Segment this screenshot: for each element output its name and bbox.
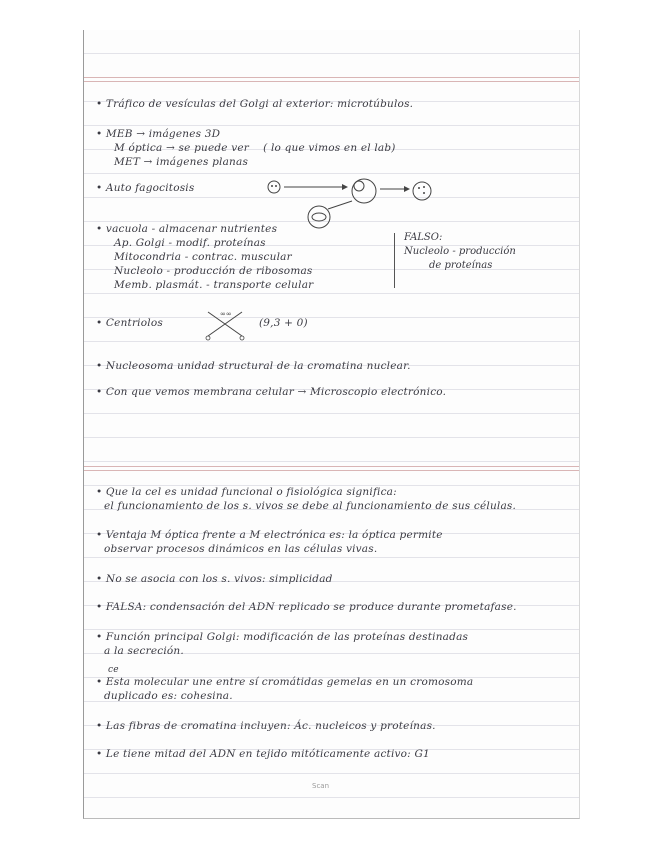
section-divider-top bbox=[84, 77, 579, 82]
note-line: • Esta molecular une entre sí cromátidas gemelas en un cromosoma bbox=[96, 676, 474, 688]
note-line: • Nucleosoma unidad structural de la cromatina nuclear. bbox=[96, 360, 411, 372]
section-divider-bottom bbox=[84, 466, 579, 471]
note-line: • vacuola - almacenar nutrientes bbox=[96, 223, 278, 235]
notebook-page bbox=[83, 30, 580, 819]
note-line: • Que la cel es unidad funcional o fisiológica significa: bbox=[96, 486, 397, 498]
note-line: Nucleolo - producción de ribosomas bbox=[114, 265, 313, 277]
note-line: Ap. Golgi - modif. proteínas bbox=[114, 237, 266, 249]
note-line: • Auto fagocitosis bbox=[96, 182, 195, 194]
note-line: duplicado es: cohesina. bbox=[104, 690, 233, 702]
side-note-line: de proteínas bbox=[429, 260, 493, 271]
note-line: observar procesos dinámicos en las células vivas. bbox=[104, 543, 378, 555]
side-note-line: Nucleolo - producción bbox=[404, 246, 516, 257]
note-line: • FALSA: condensación del ADN replicado se produce durante prometafase. bbox=[96, 601, 517, 613]
scan-mark: Scan bbox=[312, 782, 330, 790]
centriole-sketch bbox=[202, 308, 252, 342]
note-line: • Las fibras de cromatina incluyen: Ác. nucleicos y proteínas. bbox=[96, 720, 436, 732]
note-line: • Centriolos bbox=[96, 317, 163, 329]
note-line: • No se asocia con los s. vivos: simplicidad bbox=[96, 573, 333, 585]
note-line: Mitocondria - contrac. muscular bbox=[114, 251, 292, 263]
centriole-formula: (9,3 + 0) bbox=[259, 317, 308, 329]
side-note-title: FALSO: bbox=[404, 232, 443, 243]
note-line: • Con que vemos membrana celular → Microscopio electrónico. bbox=[96, 386, 447, 398]
note-line: • Ventaja M óptica frente a M electrónica es: la óptica permite bbox=[96, 529, 443, 541]
note-line: M óptica → se puede ver ( lo que vimos en el lab) bbox=[114, 142, 396, 154]
note-line: el funcionamiento de los s. vivos se debe al funcionamiento de sus células. bbox=[104, 500, 517, 512]
note-line: • Tráfico de vesículas del Golgi al exterior: microtúbulos. bbox=[96, 98, 414, 110]
note-line: MET → imágenes planas bbox=[114, 156, 249, 168]
note-line: a la secreción. bbox=[104, 645, 184, 657]
note-line: Memb. plasmát. - transporte celular bbox=[114, 279, 314, 291]
side-note-divider bbox=[394, 233, 395, 288]
note-line: • MEB → imágenes 3D bbox=[96, 128, 221, 140]
note-line: • Le tiene mitad del ADN en tejido mitóticamente activo: G1 bbox=[96, 748, 430, 760]
note-line: ce bbox=[108, 665, 119, 675]
autophagy-diagram bbox=[264, 175, 444, 235]
svg-text:∞∞: ∞∞ bbox=[220, 310, 232, 318]
note-line: • Función principal Golgi: modificación de las proteínas destinadas bbox=[96, 631, 469, 643]
